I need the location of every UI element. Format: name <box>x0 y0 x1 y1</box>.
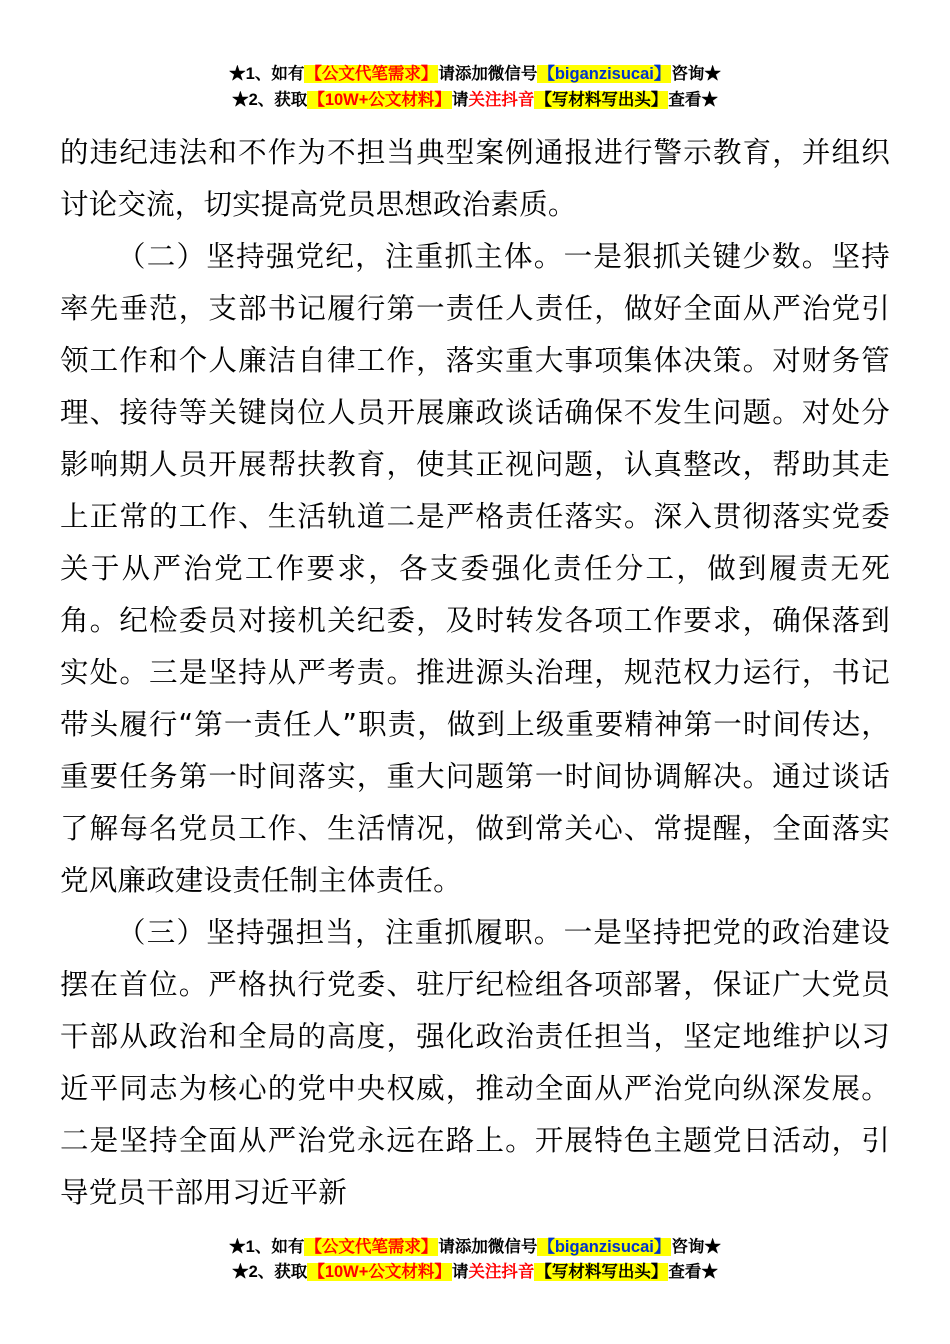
promo-bottom-line2-prefix: ★2、获取 <box>232 1263 308 1282</box>
promo-bottom-line-2 <box>0 1260 950 1286</box>
promo-banner-top <box>0 0 950 113</box>
promo-bottom-line-1 <box>0 1235 950 1261</box>
promo-top-line1-mid: 请添加微信号 <box>438 65 538 83</box>
promo-bottom-line1-mid: 请添加微信号 <box>438 1237 538 1256</box>
promo-bottom-line1-tail: 咨询★ <box>671 1237 721 1256</box>
promo-top-line1-prefix: ★1、如有 <box>229 65 305 83</box>
promo-bottom-line1-prefix: ★1、如有 <box>229 1237 305 1256</box>
paragraph-2: （二）坚持强党纪，注重抓主体。一是狠抓关键少数。坚持率先垂范，支部书记履行第一责任人责任，做好全面从严治党引领工作和个人廉洁自律工作，落实重大事项集体决策。对财务管理、接待等关键岗位人员开展廉政谈话确保不发生问题。对处分影响期人员开展帮扶教育，使其正视问题，认真整改，帮助其走上正常的工作、生活轨道二是严格责任落实。深入贯彻落实党委关于从严治党工作要求，各支委强化责任分工，做到履责无死角。纪检委员对接机关纪委，及时转发各项工作要求，确保落到实处。三是坚持从严考责。推进源头治理，规范权力运行，书记带头履行“第一责任人”职责，做到上级重要精神第一时间传达，重要任务第一时间落实，重大问题第一时间协调解决。通过谈话了解每名党员工作、生活情况，做到常关心、常提醒，全面落实党风廉政建设责任制主体责任。 <box>60 240 890 898</box>
promo-top-line1-tail: 咨询★ <box>671 65 721 83</box>
paragraph-1: 的违纪违法和不作为不担当典型案例通报进行警示教育，并组织讨论交流，切实提高党员思想政治素质。 <box>60 136 890 222</box>
promo-top-line-2 <box>0 88 950 114</box>
promo-top-line2-mid-red: 关注抖音 <box>468 90 535 109</box>
document-body <box>0 127 950 1344</box>
promo-bottom-line2-mid-red: 关注抖音 <box>468 1263 535 1282</box>
promo-top-line2-douyin: 【写材料写出头】 <box>535 90 668 109</box>
promo-bottom-line2-douyin: 【写材料写出头】 <box>535 1263 668 1282</box>
promo-bottom-line1-wechat: 【biganzisucai】 <box>538 1237 671 1256</box>
promo-top-line-1 <box>0 62 950 88</box>
promo-top-line2-mid-plain: 请 <box>451 90 469 109</box>
promo-bottom-line1-bracket1: 【公文代笔需求】 <box>305 1237 438 1256</box>
promo-banner-bottom <box>0 1235 950 1286</box>
promo-top-line2-tail: 查看★ <box>668 90 718 109</box>
promo-bottom-line2-bracket1: 【10W+公文材料】 <box>308 1263 451 1282</box>
promo-top-line1-bracket1: 【公文代笔需求】 <box>305 65 438 83</box>
promo-top-line2-bracket1: 【10W+公文材料】 <box>308 90 451 109</box>
promo-top-line1-wechat: 【biganzisucai】 <box>538 65 671 83</box>
promo-bottom-line2-mid-plain: 请 <box>451 1263 469 1282</box>
promo-top-line2-prefix: ★2、获取 <box>232 90 308 109</box>
promo-bottom-line2-tail: 查看★ <box>668 1263 718 1282</box>
paragraph-3: （三）坚持强担当，注重抓履职。一是坚持把党的政治建设摆在首位。严格执行党委、驻厅纪检组各项部署，保证广大党员干部从政治和全局的高度，强化政治责任担当，坚定地维护以习近平同志为核心的党中央权威，推动全面从严治党向纵深发展。二是坚持全面从严治党永远在路上。开展特色主题党日活动，引导党员干部用习近平新 <box>60 916 890 1210</box>
